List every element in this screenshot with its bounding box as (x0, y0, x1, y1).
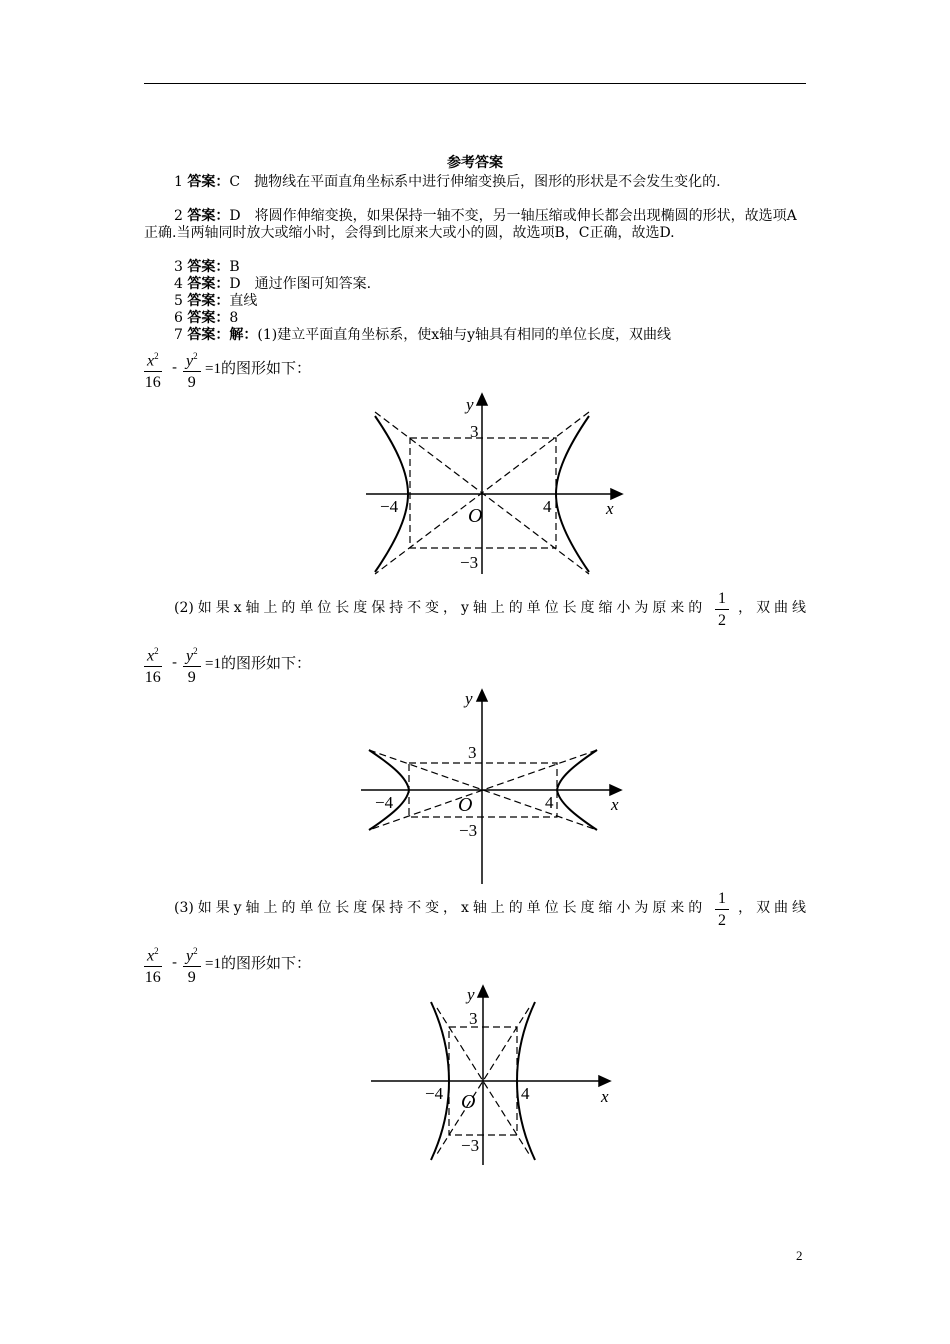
tick-label-pos-x: 4 (543, 497, 552, 516)
answer-label: 答案： (187, 327, 230, 343)
answer-3 (144, 259, 806, 276)
solution-label: 解： (229, 327, 258, 343)
answer-7 (144, 327, 806, 344)
minus-sign: - (172, 358, 178, 376)
answer-number: 7 (174, 327, 183, 343)
y-axis-label: y (466, 395, 474, 414)
tick-label-neg-x: −4 (380, 497, 399, 516)
answer-number: 2 (174, 208, 183, 224)
answer-label: 答案： (187, 208, 230, 224)
tick-label-neg-y: −3 (459, 821, 478, 840)
equation-rhs: =1的图形如下： (205, 956, 311, 972)
fraction-x2-16: $\frac{x^2}{16}$ (144, 941, 162, 989)
answer-6 (144, 310, 806, 327)
part-2-text: (2)如果x轴上的单位长度保持不变，y轴上的单位长度缩小为原来的 ，双曲线 (174, 600, 806, 616)
origin-label: O (458, 794, 473, 816)
tick-label-pos-y: 3 (469, 1009, 478, 1028)
fraction-x2-16: $\frac{x^2}{16}$ (144, 346, 162, 394)
tick-label-neg-y: −3 (461, 1136, 480, 1155)
x-axis-label: x (611, 795, 619, 814)
tick-label-neg-y: −3 (460, 553, 479, 572)
answer-number: 4 (174, 276, 183, 292)
answer-4 (144, 276, 806, 293)
hyperbola-figure-1 (360, 388, 630, 580)
tick-label-pos-y: 3 (470, 422, 479, 441)
answer-text: 直线 (229, 293, 258, 309)
equation-rhs: =1的图形如下： (205, 656, 311, 672)
answer-label: 答案： (187, 293, 230, 309)
answer-text: 8 (229, 310, 239, 326)
y-axis-label: y (467, 985, 475, 1004)
answer-number: 1 (174, 174, 183, 190)
answer-2 (144, 208, 806, 242)
answer-1 (144, 174, 806, 191)
page-number: 2 (796, 1248, 803, 1263)
y-axis-label: y (465, 689, 473, 708)
answer-label: 答案： (187, 310, 230, 326)
tick-label-neg-x: −4 (375, 793, 394, 812)
x-axis-label: x (601, 1087, 609, 1106)
fraction-one-half: $\frac{1}{2}$ (715, 889, 729, 932)
answer-text: D 将圆作伸缩变换，如果保持一轴不变，另一轴压缩或伸长都会出现椭圆的形状，故选项A正确.当两轴同时放大或缩小时，会得到比原来大或小的圆，故选项B，C正确，故选D. (144, 208, 797, 241)
part-3-text: (3)如果y轴上的单位长度保持不变，x轴上的单位长度缩小为原来的 ，双曲线 (174, 900, 806, 916)
tick-label-neg-x: −4 (425, 1084, 444, 1103)
answer-number: 3 (174, 259, 183, 275)
answer-5 (144, 293, 806, 310)
minus-sign: - (172, 953, 178, 971)
x-axis-label: x (606, 499, 614, 518)
answer-label: 答案： (187, 174, 230, 190)
minus-sign: - (172, 653, 178, 671)
header-rule (144, 83, 806, 84)
fraction-one-half: $\frac{1}{2}$ (715, 589, 729, 632)
answer-number: 6 (174, 310, 183, 326)
hyperbola-figure-3 (365, 980, 625, 1170)
answer-text: D 通过作图可知答案. (229, 276, 372, 292)
fraction-y2-9: $\frac{y^2}{9}$ (183, 346, 201, 394)
tick-label-pos-y: 3 (468, 743, 477, 762)
answer-text: B (229, 259, 240, 275)
tick-label-pos-x: 4 (545, 793, 554, 812)
origin-label: O (461, 1091, 476, 1113)
fraction-x2-16: $\frac{x^2}{16}$ (144, 641, 162, 689)
origin-label: O (468, 505, 483, 527)
fraction-y2-9: $\frac{y^2}{9}$ (183, 941, 201, 989)
section-title: 参考答案 (447, 155, 503, 171)
answer-text: (1)建立平面直角坐标系，使x轴与y轴具有相同的单位长度，双曲线 (257, 327, 672, 343)
answer-text: C 抛物线在平面直角坐标系中进行伸缩变换后，图形的形状是不会发生变化的. (229, 174, 721, 190)
answer-label: 答案： (187, 259, 230, 275)
tick-label-pos-x: 4 (521, 1084, 530, 1103)
equation-rhs: =1的图形如下： (205, 361, 311, 377)
answer-number: 5 (174, 293, 183, 309)
hyperbola-figure-2 (355, 682, 635, 887)
fraction-y2-9: $\frac{y^2}{9}$ (183, 641, 201, 689)
answer-label: 答案： (187, 276, 230, 292)
